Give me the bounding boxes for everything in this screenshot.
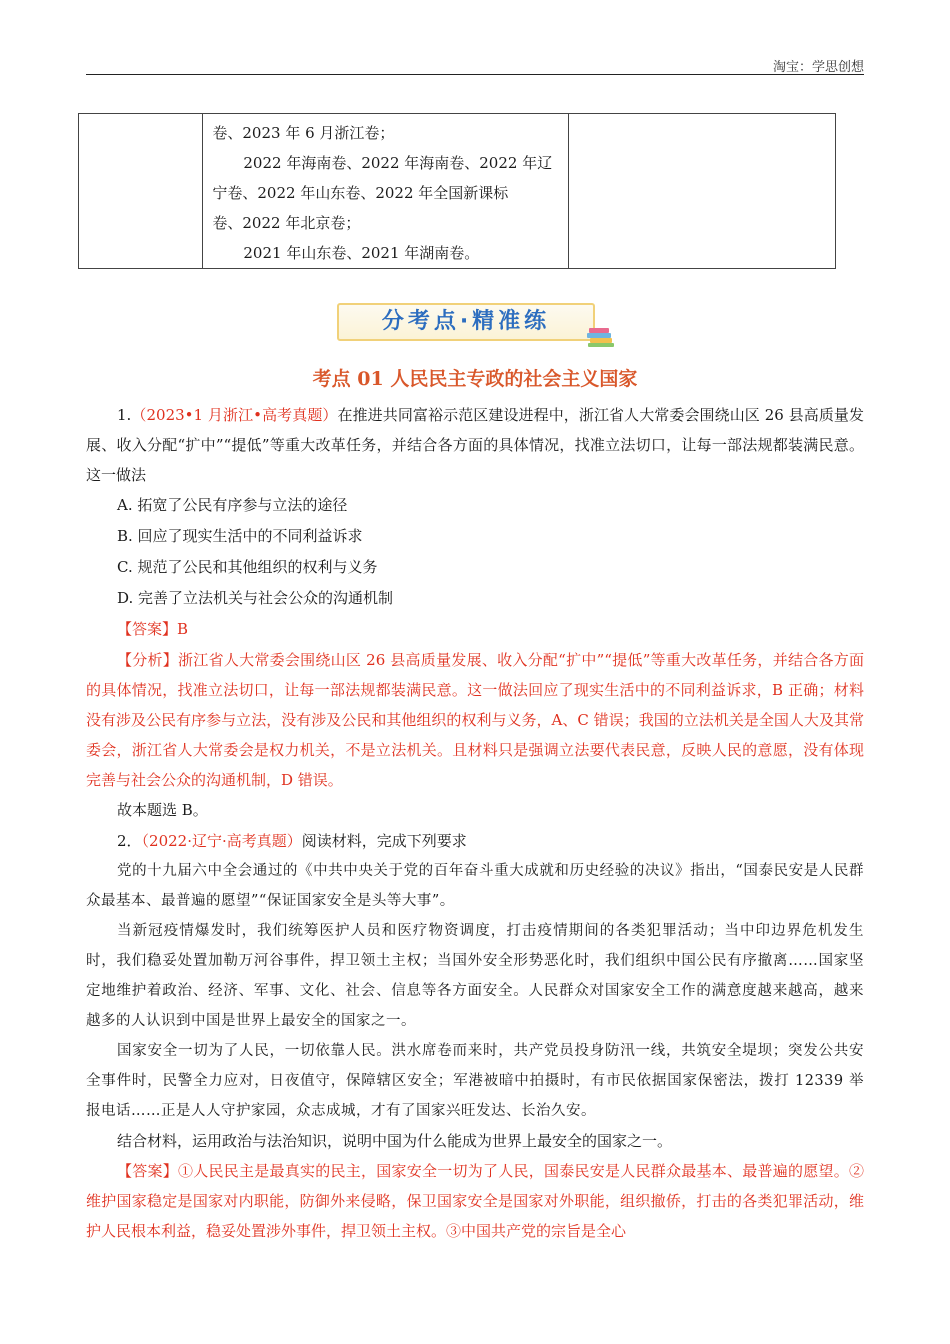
table-cell-empty-left (79, 114, 203, 269)
q2-stem-paragraph (86, 826, 864, 856)
q2-stem: 阅读材料，完成下列要求 (301, 832, 467, 850)
option-b: B. 回应了现实生活中的不同利益诉求 (117, 527, 363, 545)
exam-line: 卷、2022 年北京卷； (212, 214, 361, 232)
option-a: A. 拓宽了公民有序参与立法的途径 (117, 496, 348, 514)
q2-material-2: 当新冠疫情爆发时，我们统筹医护人员和医疗物资调度，打击疫情期间的各类犯罪活动；当中印边界危机发生时，我们稳妥处置加勒万河谷事件，捍卫领土主权；当国外安全形势恶化时，我们组织中国公民有序撤离……国家坚定地维护着政治、经济、军事、文化、社会、信息等各方面安全。人民群众对国家安全工作的满意度越来越高，越来越多的人认识到中国是世界上最安全的国家之一。 (86, 923, 864, 1029)
books-icon (585, 326, 617, 348)
q2-answer-label: 【答案】 (117, 1162, 178, 1180)
section-banner (337, 303, 595, 341)
section-title: 考点 01 人民民主专政的社会主义国家 (312, 368, 638, 390)
table-cell-exam-list (203, 114, 569, 269)
exam-line: 卷、2023 年 6 月浙江卷； (212, 124, 395, 142)
q1-analysis-text: 浙江省人大常委会围绕山区 26 县高质量发展、收入分配“扩中”“提低”等重大改革任务，并结合各方面的具体情况，找准立法切口，让每一部法规都装满民意。这一做法回应了现实生活中的不同利益诉求，B 正确；材料没有涉及公民有序参与立法，没有涉及公民和其他组织的权利与义务，A、C 错误；我国的立法机关是全国人大及其常委会，浙江省人大常委会是权力机关，不是立法机关。且材料只是强调立法要代表民意，反映人民的意愿，没有体现完善与社会公众的沟通机制，D 错误。 (86, 651, 864, 789)
q2-question: 结合材料，运用政治与法治知识，说明中国为什么能成为世界上最安全的国家之一。 (117, 1132, 673, 1150)
q1-analysis (86, 645, 864, 795)
q1-source: （2023•1 月浙江•高考真题） (131, 406, 338, 424)
exam-line: 2022 年海南卷、2022 年海南卷、2022 年辽 (243, 154, 553, 172)
q1-answer (86, 614, 864, 645)
q1-analysis-label: 【分析】 (117, 651, 179, 669)
q1-stem-paragraph (86, 400, 864, 490)
q2-material-3: 国家安全一切为了人民，一切依靠人民。洪水席卷而来时，共产党员投身防汛一线，共筑安全堤坝；突发公共安全事件时，民警全力应对，日夜值守，保障辖区安全；军港被暗中拍摄时，有市民依据国家保密法，拨打 12339 举报电话……正是人人守护家园，众志成城，才有了国家兴旺发达、长治久安。 (86, 1043, 864, 1119)
table-cell-empty-right (569, 114, 836, 269)
q2-answer-text: ①人民民主是最真实的民主，国家安全一切为了人民，国泰民安是人民群众最基本、最普遍的愿望。②维护国家稳定是国家对内职能，防御外来侵略，保卫国家安全是国家对外职能，组织撤侨，打击的各类犯罪活动，维护人民根本利益，稳妥处置涉外事件，捍卫领土主权。③中国共产党的宗旨是全心 (86, 1162, 864, 1240)
banner-text: 分考点·精准练 (381, 309, 551, 334)
q1-answer-value: B (177, 620, 189, 638)
q2-material-1: 党的十九届六中全会通过的《中共中央关于党的百年奋斗重大成就和历史经验的决议》指出，“国泰民安是人民群众最基本、最普遍的愿望”“保证国家安全是头等大事”。 (86, 863, 864, 909)
q1-answer-label: 【答案】 (117, 620, 178, 638)
q2-number: 2． (117, 832, 142, 850)
q1-stem: 在推进共同富裕示范区建设进程中，浙江省人大常委会围绕山区 26 县高质量发展、收入分配“扩中”“提低”等重大改革任务，并结合各方面的具体情况，找准立法切口，让每一部法规都装满民意。这一做法 (86, 406, 864, 484)
exam-line: 2021 年山东卷、2021 年湖南卷。 (243, 244, 480, 262)
header-rule (86, 74, 864, 75)
q2-source: （2022·辽宁·高考真题） (141, 832, 302, 850)
q2-answer (86, 1156, 864, 1246)
q1-conclusion: 故本题选 B。 (117, 801, 208, 819)
exam-line: 宁卷、2022 年山东卷、2022 年全国新课标 (212, 184, 509, 202)
exam-source-table (78, 113, 836, 269)
option-d: D. 完善了立法机关与社会公众的沟通机制 (117, 589, 394, 607)
question-content (86, 400, 864, 1246)
option-c: C. 规范了公民和其他组织的权利与义务 (117, 558, 378, 576)
header-brand: 淘宝：学思创想 (772, 60, 864, 75)
q1-number: 1. (117, 406, 132, 424)
